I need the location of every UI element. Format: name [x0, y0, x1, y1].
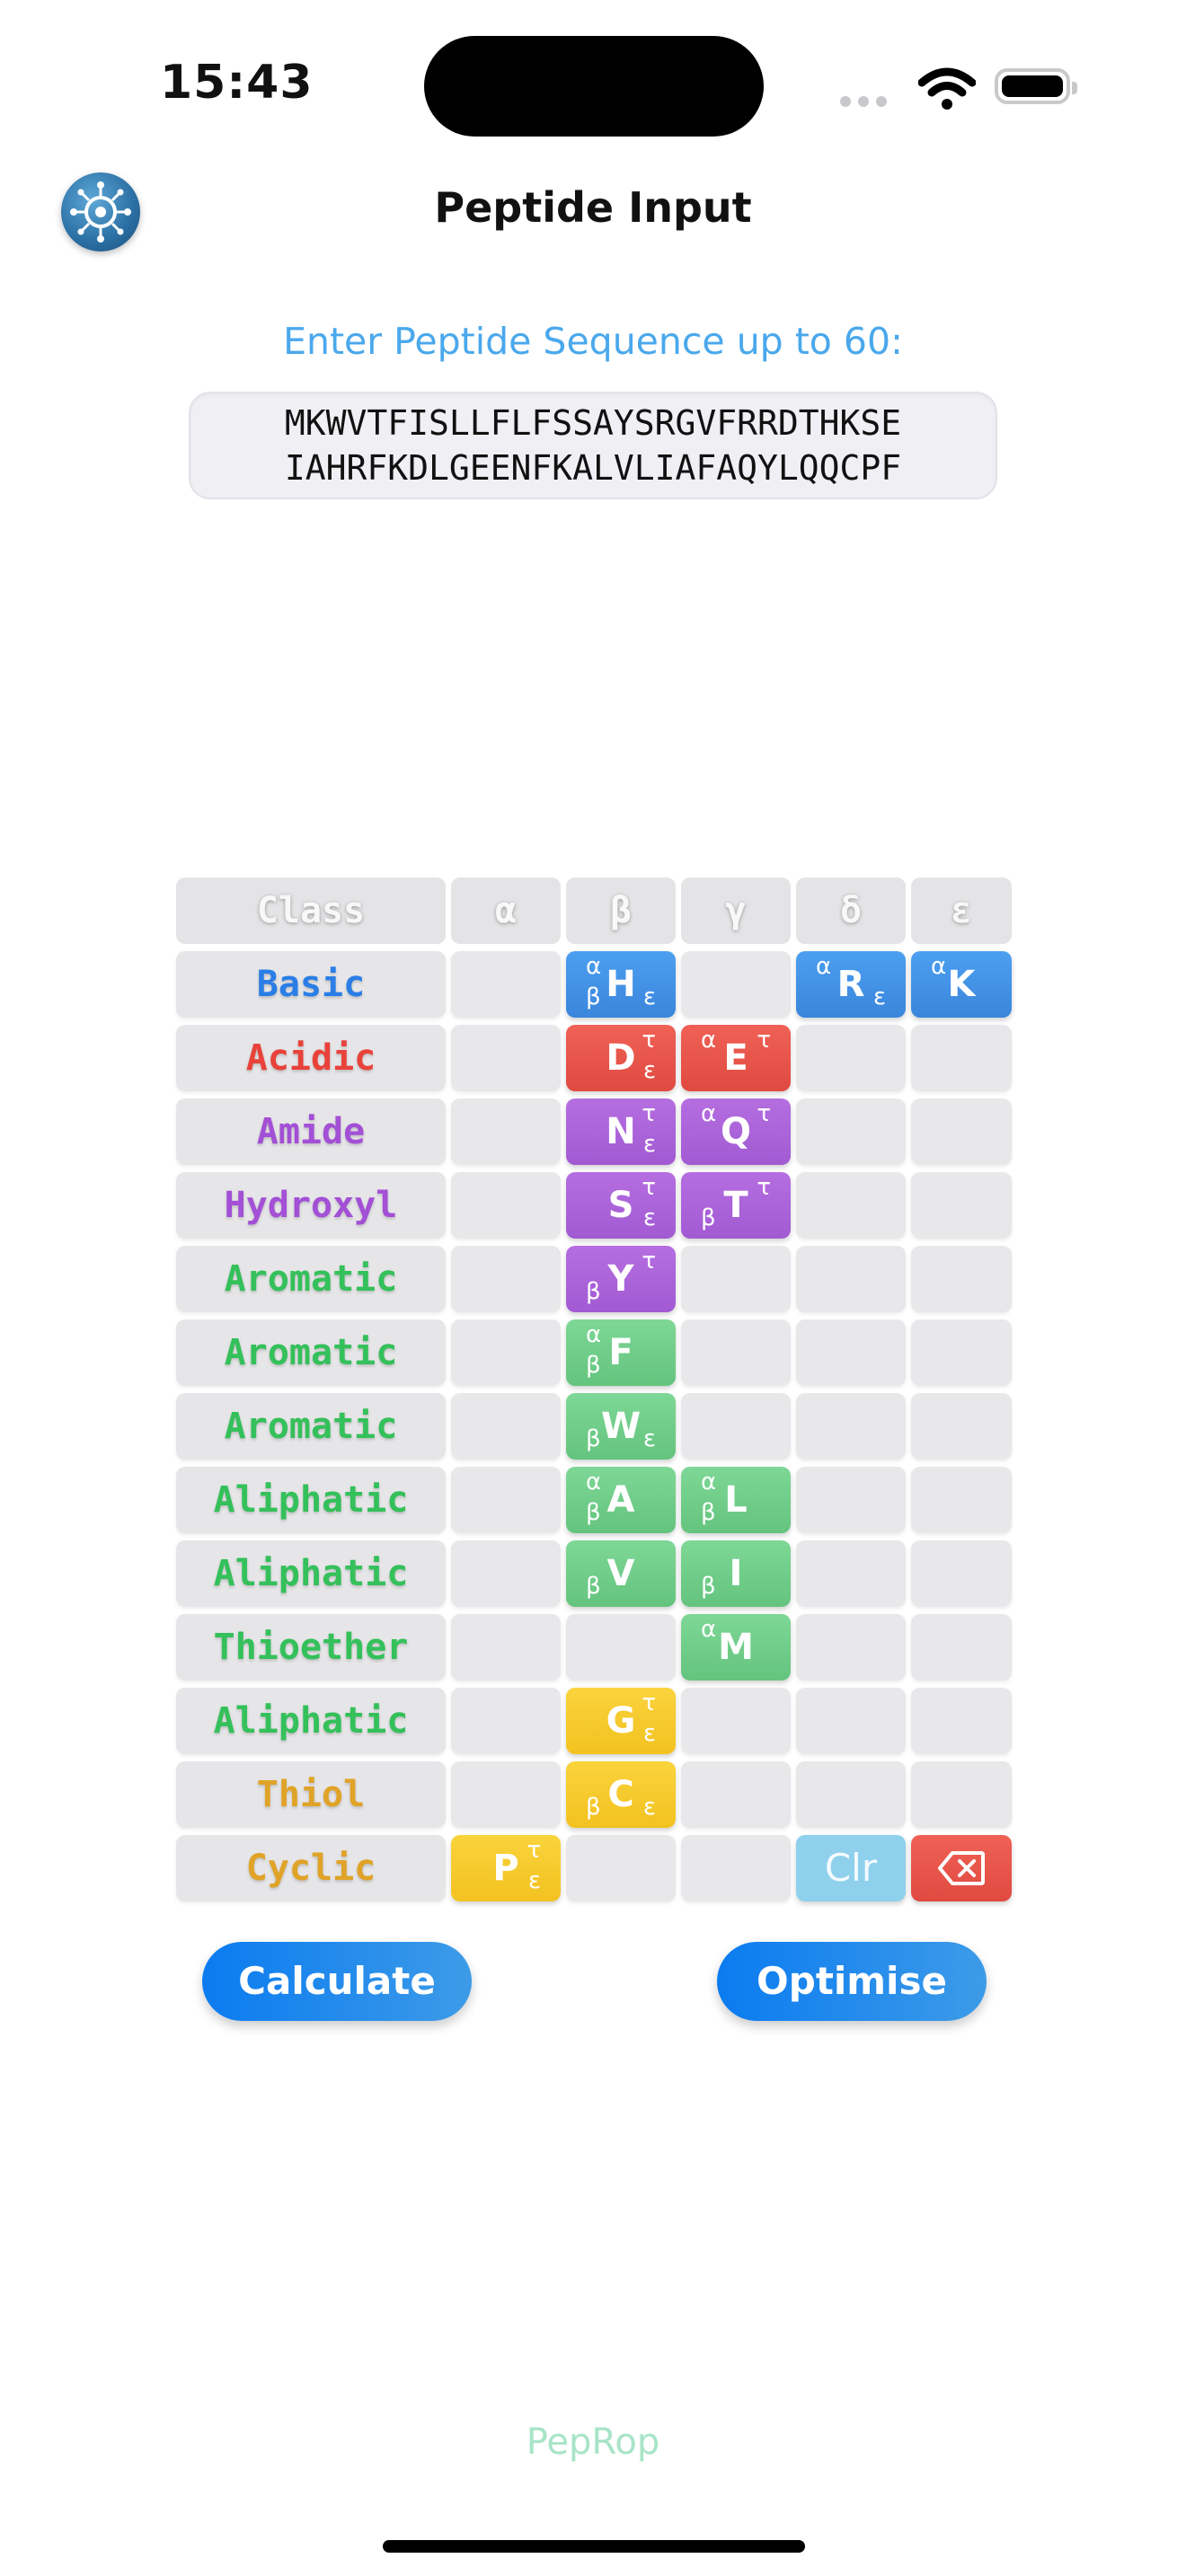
key-annotation: α — [701, 1027, 717, 1054]
key-annotation: τ — [527, 1837, 541, 1864]
row-class-label: Aliphatic — [176, 1467, 446, 1533]
key-letter: C — [607, 1774, 634, 1815]
row-class-label: Aliphatic — [176, 1540, 446, 1607]
empty-cell — [911, 1614, 1012, 1681]
empty-cell — [451, 1761, 561, 1828]
grid-row — [176, 1393, 1012, 1460]
empty-cell — [681, 1246, 791, 1312]
key-annotation: α — [586, 1321, 602, 1348]
empty-cell — [451, 951, 561, 1018]
key-annotation: α — [586, 1469, 602, 1495]
calculate-button[interactable]: Calculate — [202, 1942, 472, 2021]
empty-cell — [796, 1467, 906, 1533]
row-class-label: Basic — [176, 951, 446, 1018]
grid-row — [176, 1098, 1012, 1165]
key-letter: Y — [607, 1258, 634, 1300]
empty-cell — [796, 1098, 906, 1165]
grid-row — [176, 1835, 1012, 1901]
key-letter: R — [836, 964, 865, 1005]
key-annotation: τ — [642, 1689, 656, 1716]
row-class-label: Aromatic — [176, 1393, 446, 1460]
amino-acid-key-v[interactable] — [566, 1540, 676, 1607]
key-annotation: ε — [642, 1425, 656, 1452]
grid-row — [176, 1172, 1012, 1239]
sequence-input[interactable] — [189, 392, 997, 499]
amino-acid-key-a[interactable] — [566, 1467, 676, 1533]
empty-cell — [451, 1393, 561, 1460]
header-column: α — [451, 878, 561, 944]
amino-acid-key-p[interactable] — [451, 1835, 561, 1901]
key-annotation: β — [586, 1499, 601, 1526]
key-annotation: α — [701, 1469, 717, 1495]
key-letter: P — [492, 1848, 519, 1889]
grid-row — [176, 1246, 1012, 1312]
empty-cell — [451, 1025, 561, 1091]
header-class: Class — [176, 878, 446, 944]
key-annotation: τ — [642, 1248, 656, 1275]
amino-acid-key-e[interactable] — [681, 1025, 791, 1091]
empty-cell — [451, 1098, 561, 1165]
empty-cell — [911, 1098, 1012, 1165]
empty-cell — [911, 1761, 1012, 1828]
empty-cell — [681, 1319, 791, 1386]
key-annotation: β — [701, 1573, 716, 1600]
grid-row — [176, 1467, 1012, 1533]
key-letter: F — [608, 1332, 633, 1373]
key-annotation: β — [701, 1204, 716, 1231]
empty-cell — [681, 951, 791, 1018]
delete-button[interactable] — [911, 1835, 1012, 1901]
empty-cell — [681, 1761, 791, 1828]
page-title: Peptide Input — [434, 183, 752, 232]
row-class-label: Aliphatic — [176, 1688, 446, 1754]
grid-row — [176, 1540, 1012, 1607]
empty-cell — [911, 1540, 1012, 1607]
key-annotation: τ — [642, 1100, 656, 1127]
key-letter: K — [947, 964, 976, 1005]
optimise-button[interactable]: Optimise — [717, 1942, 987, 2021]
empty-cell — [451, 1688, 561, 1754]
empty-cell — [911, 1172, 1012, 1239]
empty-cell — [451, 1319, 561, 1386]
key-letter: H — [606, 964, 636, 1005]
key-letter: Q — [720, 1111, 751, 1152]
key-annotation: β — [586, 1425, 601, 1452]
row-class-label: Acidic — [176, 1025, 446, 1091]
header-column: β — [566, 878, 676, 944]
amino-acid-key-h[interactable] — [566, 951, 676, 1018]
empty-cell — [911, 1688, 1012, 1754]
key-annotation: β — [586, 1573, 601, 1600]
key-letter: S — [607, 1185, 634, 1226]
key-annotation: ε — [527, 1867, 541, 1894]
status-time: 15:43 — [160, 56, 314, 110]
key-letter: E — [723, 1037, 748, 1079]
amino-acid-key-q[interactable] — [681, 1098, 791, 1165]
row-class-label: Aromatic — [176, 1319, 446, 1386]
amino-acid-key-c[interactable] — [566, 1761, 676, 1828]
key-annotation: β — [586, 1278, 601, 1305]
key-annotation: α — [931, 953, 947, 980]
key-letter: I — [729, 1553, 743, 1594]
key-annotation: β — [701, 1499, 716, 1526]
grid-header-row — [176, 878, 1012, 944]
grid-row — [176, 1761, 1012, 1828]
key-annotation: τ — [642, 1174, 656, 1201]
amino-acid-key-n[interactable] — [566, 1098, 676, 1165]
header-column: δ — [796, 878, 906, 944]
key-annotation: α — [701, 1100, 717, 1127]
row-class-label: Amide — [176, 1098, 446, 1165]
row-class-label: Hydroxyl — [176, 1172, 446, 1239]
empty-cell — [911, 1393, 1012, 1460]
row-class-label: Thiol — [176, 1761, 446, 1828]
empty-cell — [911, 1246, 1012, 1312]
empty-cell — [796, 1319, 906, 1386]
empty-cell — [566, 1614, 676, 1681]
key-letter: N — [606, 1111, 636, 1152]
empty-cell — [566, 1835, 676, 1901]
empty-cell — [451, 1467, 561, 1533]
key-annotation: β — [586, 984, 601, 1010]
empty-cell — [911, 1025, 1012, 1091]
row-class-label: Thioether — [176, 1614, 446, 1681]
key-annotation: τ — [642, 1027, 656, 1054]
home-indicator[interactable] — [383, 2540, 805, 2553]
amino-acid-key-g[interactable] — [566, 1688, 676, 1754]
dynamic-island — [424, 36, 764, 137]
key-annotation: ε — [642, 1131, 656, 1158]
empty-cell — [451, 1172, 561, 1239]
empty-cell — [681, 1688, 791, 1754]
backspace-icon — [911, 1835, 1012, 1901]
grid-row — [176, 951, 1012, 1018]
key-annotation: ε — [642, 984, 656, 1010]
empty-cell — [911, 1467, 1012, 1533]
key-annotation: ε — [642, 1057, 656, 1084]
sequence-line-1: MKWVTFISLLFLFSSAYSRGVFRRDTHKSE — [284, 403, 902, 443]
grid-row — [176, 1319, 1012, 1386]
sequence-prompt: Enter Peptide Sequence up to 60: — [283, 320, 903, 363]
amino-acid-key-l[interactable] — [681, 1467, 791, 1533]
key-annotation: τ — [757, 1174, 771, 1201]
battery-icon — [995, 68, 1070, 104]
amino-acid-key-m[interactable] — [681, 1614, 791, 1681]
key-annotation: ε — [642, 1794, 656, 1821]
key-letter: M — [718, 1627, 754, 1668]
empty-cell — [796, 1614, 906, 1681]
empty-cell — [796, 1761, 906, 1828]
key-letter: G — [606, 1700, 636, 1742]
amino-acid-key-k[interactable] — [911, 951, 1012, 1018]
empty-cell — [796, 1172, 906, 1239]
wifi-icon — [918, 66, 976, 115]
key-annotation: ε — [642, 1204, 656, 1231]
header-column: ε — [911, 878, 1012, 944]
key-annotation: α — [701, 1616, 717, 1643]
empty-cell — [796, 1540, 906, 1607]
key-annotation: α — [816, 953, 832, 980]
amino-acid-key-f[interactable] — [566, 1319, 676, 1386]
amino-acid-key-i[interactable] — [681, 1540, 791, 1607]
key-annotation: ε — [642, 1720, 656, 1747]
key-annotation: β — [586, 1352, 601, 1379]
grid-row — [176, 1688, 1012, 1754]
key-letter: L — [724, 1479, 748, 1521]
grid-row — [176, 1614, 1012, 1681]
header-column: γ — [681, 878, 791, 944]
clear-button[interactable]: Clr — [796, 1835, 906, 1901]
key-letter: V — [606, 1553, 635, 1594]
key-letter: D — [606, 1037, 636, 1079]
sequence-line-2: IAHRFKDLGEENFKALVLIAFAQYLQQCPF — [284, 448, 902, 488]
empty-cell — [911, 1319, 1012, 1386]
key-letter: A — [606, 1479, 635, 1521]
row-class-label: Cyclic — [176, 1835, 446, 1901]
footer-brand: PepRop — [526, 2422, 660, 2463]
key-annotation: β — [586, 1794, 601, 1821]
amino-acid-key-y[interactable] — [566, 1246, 676, 1312]
row-class-label: Aromatic — [176, 1246, 446, 1312]
cellular-signal-icon — [840, 93, 905, 104]
empty-cell — [681, 1393, 791, 1460]
empty-cell — [681, 1835, 791, 1901]
amino-acid-key-s[interactable] — [566, 1172, 676, 1239]
key-letter: W — [600, 1406, 642, 1447]
key-letter: T — [723, 1185, 748, 1226]
empty-cell — [796, 1688, 906, 1754]
key-annotation: τ — [757, 1100, 771, 1127]
empty-cell — [451, 1246, 561, 1312]
empty-cell — [451, 1540, 561, 1607]
key-annotation: α — [586, 953, 602, 980]
amino-acid-key-t[interactable] — [681, 1172, 791, 1239]
empty-cell — [796, 1393, 906, 1460]
key-annotation: τ — [757, 1027, 771, 1054]
amino-acid-key-r[interactable] — [796, 951, 906, 1018]
key-annotation: ε — [872, 984, 886, 1010]
empty-cell — [796, 1246, 906, 1312]
empty-cell — [451, 1614, 561, 1681]
amino-acid-key-w[interactable] — [566, 1393, 676, 1460]
amino-acid-key-d[interactable] — [566, 1025, 676, 1091]
grid-row — [176, 1025, 1012, 1091]
empty-cell — [796, 1025, 906, 1091]
